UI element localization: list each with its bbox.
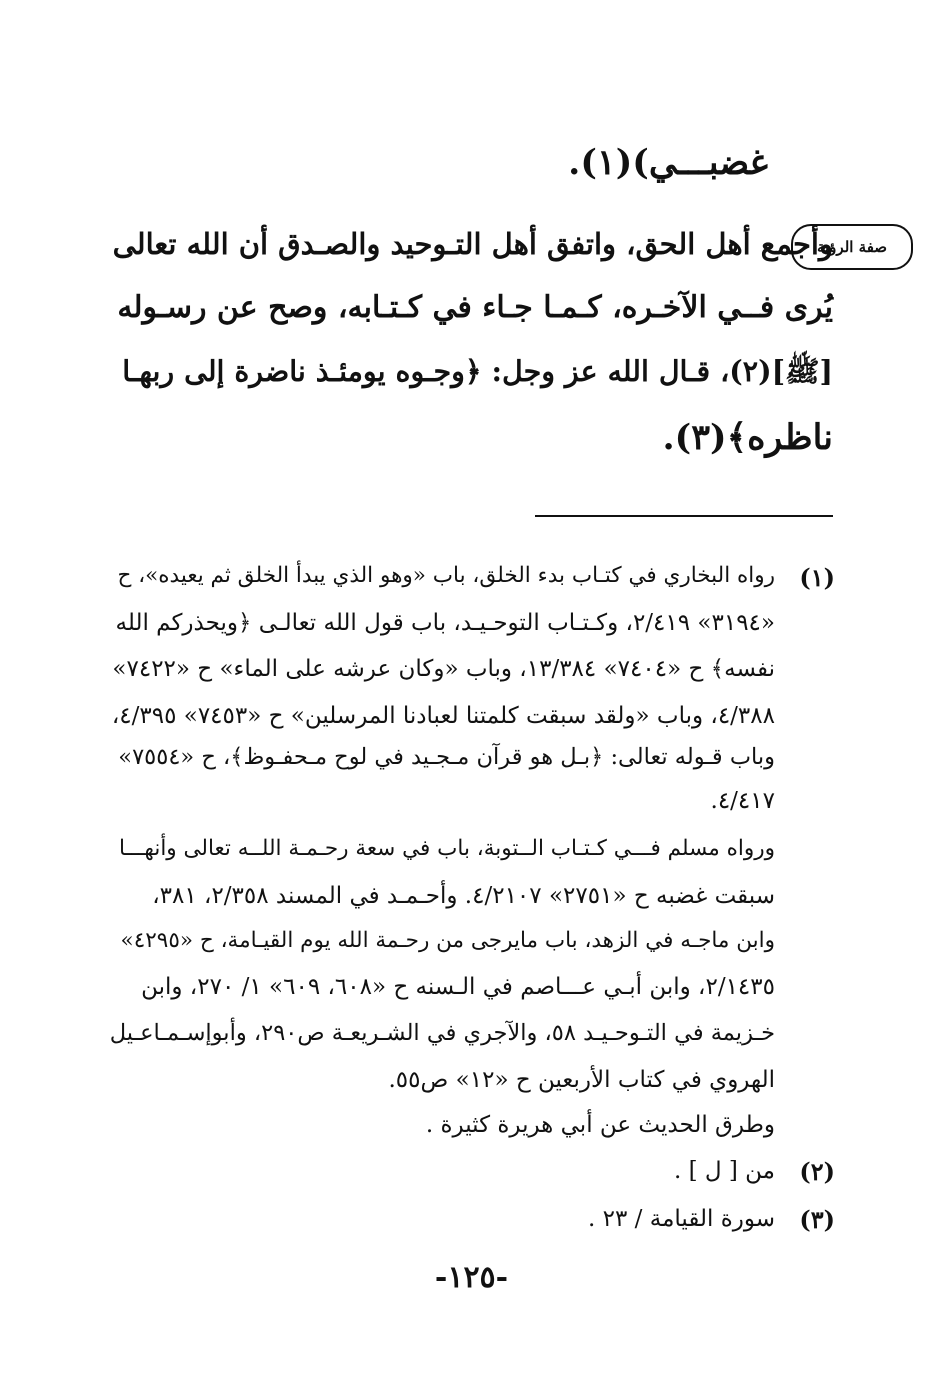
footnote-line: وابن ماجـه في الزهد، باب مايرجى من رحـمة الله يوم القيـامة، ح «٤٢٩٥» [120, 928, 775, 953]
footnote-line: ٤/٣٨٨، وباب «ولقد سبقت كلمتنا لعبادنا المرسلين» ح «٧٤٥٣» ٤/٣٩٥، [111, 703, 775, 729]
footnote-line: من [ ل ] . [673, 1158, 775, 1184]
footnote-divider [535, 515, 833, 517]
footnote-line: خـزيمة في التـوحـيـد ٥٨، والآجري في الشـريعـة ص٢٩٠، وأبوإسـمـاعـيل [109, 1020, 775, 1046]
main-text-line: [ﷺ](٢)، قـال الله عز وجل: ﴿وجـوه يومئـذ ناضرة إلى ربهـا [122, 354, 833, 388]
footnote-line: سبقت غضبه ح «٢٧٥١» ٤/٢١٠٧. وأحـمـد في المسند ٢/٣٥٨، ٣٨١، [152, 883, 775, 909]
footnote-line: الهروي في كتاب الأربعين ح «١٢» ص٥٥. [388, 1067, 775, 1093]
main-text-line: غضبـــي)(١). [568, 142, 768, 183]
footnote-number: (١) [799, 563, 835, 592]
page-number: -١٢٥- [434, 1260, 509, 1295]
main-text-line: وأجمع أهل الحق، واتفق أهل التـوحيد والصـدق أن الله تعالى [112, 227, 833, 261]
footnote-line: سورة القيامة / ٢٣ . [588, 1206, 775, 1232]
footnote-number: (٣) [799, 1205, 835, 1234]
footnote-line: رواه البخاري في كتـاب بدء الخلق، باب «وهو الذي يبدأ الخلق ثم يعيده»، ح [117, 563, 775, 588]
footnote-line: وباب قـوله تعالى: ﴿بـل هو قرآن مـجـيد في لوح مـحفـوظ﴾، ح «٧٥٥٤» [118, 744, 775, 770]
margin-note: صفة الرؤية [791, 224, 913, 270]
footnote-line: ٢/١٤٣٥، وابن أبـي عـــاصم في الـسنه ح «٦٠٨، ٦٠٩» ١/ ٢٧٠، وابن [141, 974, 775, 1000]
footnote-line: ٤/٤١٧. [710, 788, 775, 814]
footnote-line: وطرق الحديث عن أبي هريرة كثيرة . [425, 1112, 775, 1138]
footnote-line: «٣١٩٤» ٢/٤١٩، وكـتـاب التوحـيـد، باب قول الله تعالـى ﴿ويحذركم الله [115, 610, 775, 636]
main-text-line: يُرى فــي الآخـره، كـمـا جـاء في كـتـابه، وصح عن رسـوله [117, 290, 833, 325]
footnote-number: (٢) [799, 1157, 835, 1186]
footnote-line: نفسه﴾ ح «٧٤٠٤» ١٣/٣٨٤، وباب «وكان عرشه على الماء» ح «٧٤٢٢» [112, 656, 775, 682]
main-text-line: ناظره﴾(٣). [662, 417, 833, 458]
footnote-line: ورواه مسلم فـــي كـتـاب الــتوبة، باب في سعة رحـمـة اللــه تعالى وأنهـــا [118, 836, 775, 861]
